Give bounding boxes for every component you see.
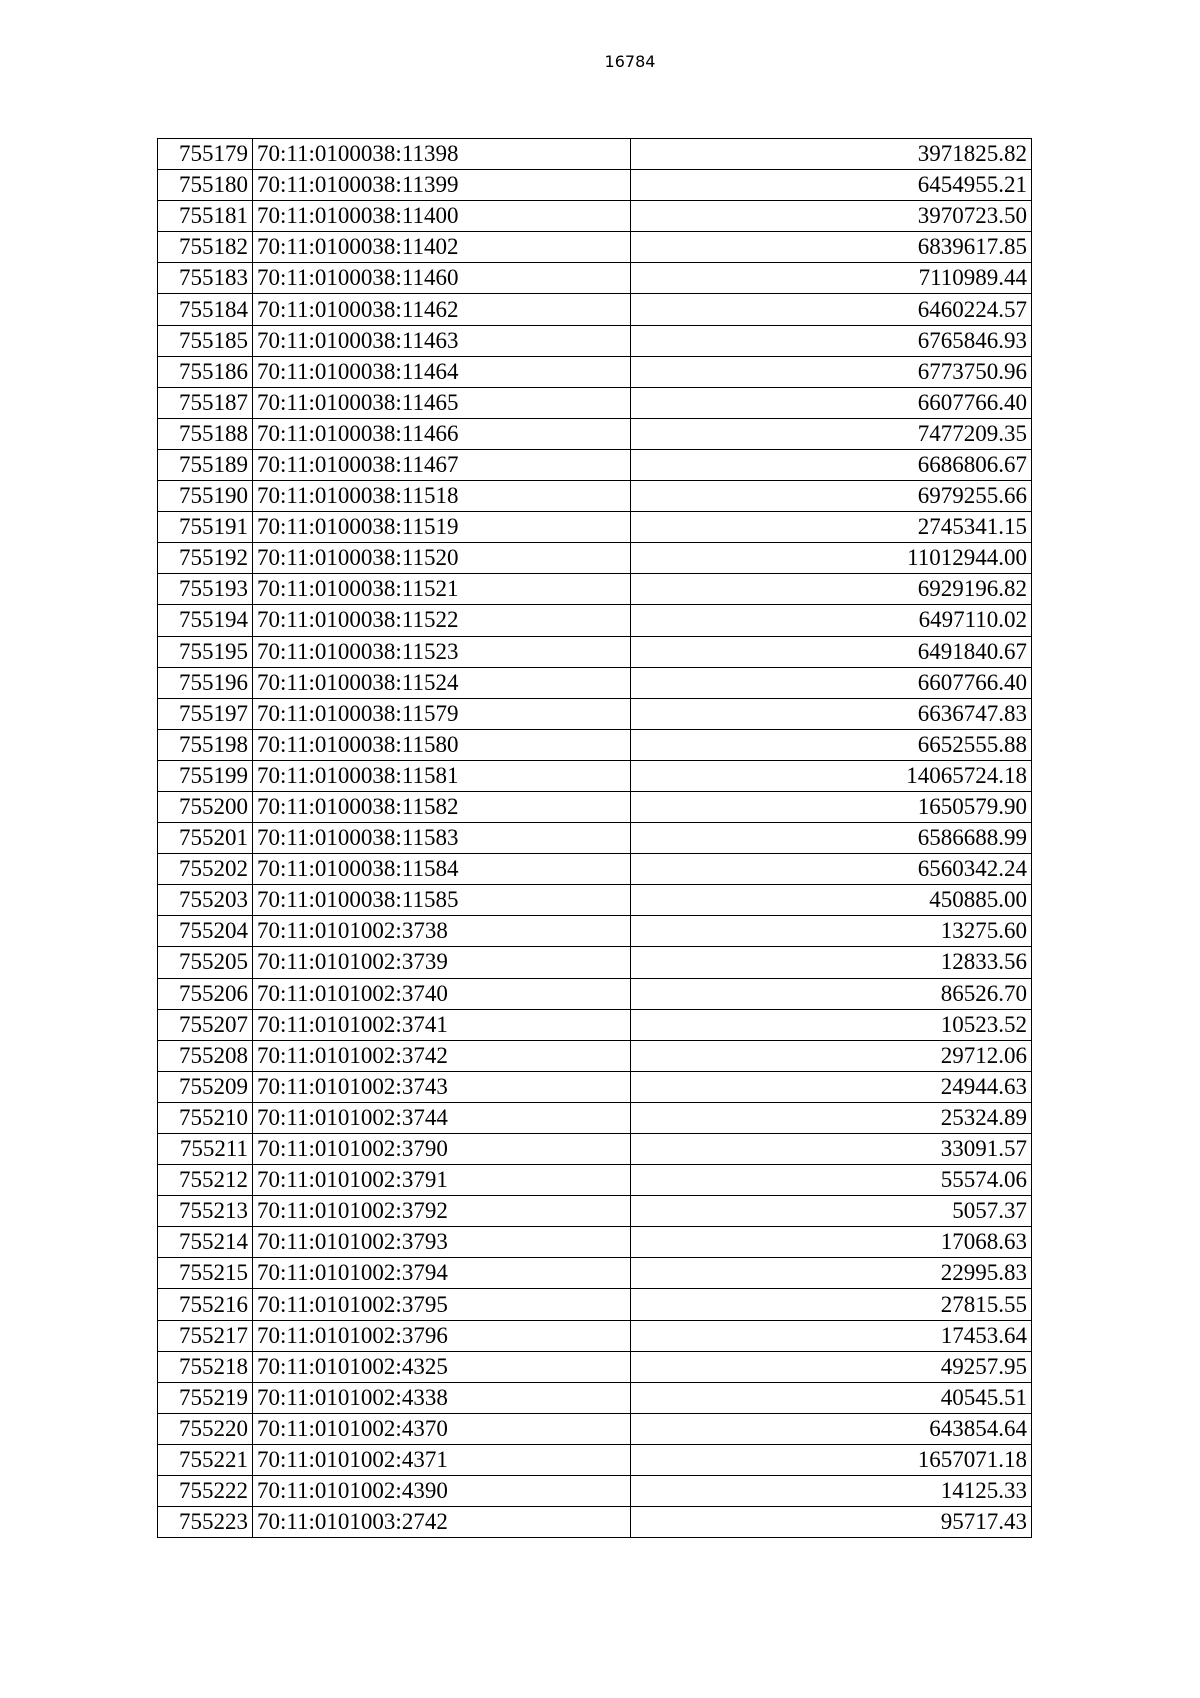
cadastral-number-cell: 70:11:0100038:11585 <box>253 885 631 916</box>
cadastral-number-cell: 70:11:0101002:3744 <box>253 1102 631 1133</box>
cadastral-number-cell: 70:11:0101003:2742 <box>253 1507 631 1538</box>
cadastral-number-cell: 70:11:0101002:3792 <box>253 1196 631 1227</box>
row-number-cell: 755210 <box>158 1102 253 1133</box>
value-cell: 6586688.99 <box>631 823 1032 854</box>
value-cell: 6560342.24 <box>631 854 1032 885</box>
table-row <box>158 1196 1032 1227</box>
row-number-cell: 755182 <box>158 232 253 263</box>
row-number-cell: 755196 <box>158 667 253 698</box>
row-number-cell: 755191 <box>158 512 253 543</box>
table-row <box>158 791 1032 822</box>
cadastral-number-cell: 70:11:0100038:11579 <box>253 698 631 729</box>
cadastral-number-cell: 70:11:0101002:3793 <box>253 1227 631 1258</box>
value-cell: 55574.06 <box>631 1165 1032 1196</box>
cadastral-number-cell: 70:11:0101002:3794 <box>253 1258 631 1289</box>
value-cell: 14125.33 <box>631 1476 1032 1507</box>
cadastral-number-cell: 70:11:0100038:11522 <box>253 605 631 636</box>
cadastral-number-cell: 70:11:0100038:11520 <box>253 543 631 574</box>
row-number-cell: 755209 <box>158 1071 253 1102</box>
row-number-cell: 755189 <box>158 449 253 480</box>
cadastral-number-cell: 70:11:0100038:11523 <box>253 636 631 667</box>
value-cell: 6929196.82 <box>631 574 1032 605</box>
value-cell: 6636747.83 <box>631 698 1032 729</box>
row-number-cell: 755190 <box>158 481 253 512</box>
table-row <box>158 1165 1032 1196</box>
row-number-cell: 755197 <box>158 698 253 729</box>
value-cell: 27815.55 <box>631 1289 1032 1320</box>
cadastral-number-cell: 70:11:0101002:4370 <box>253 1413 631 1444</box>
value-cell: 25324.89 <box>631 1102 1032 1133</box>
cadastral-number-cell: 70:11:0101002:4390 <box>253 1476 631 1507</box>
row-number-cell: 755212 <box>158 1165 253 1196</box>
row-number-cell: 755199 <box>158 760 253 791</box>
row-number-cell: 755208 <box>158 1040 253 1071</box>
value-cell: 40545.51 <box>631 1382 1032 1413</box>
row-number-cell: 755215 <box>158 1258 253 1289</box>
cadastral-number-cell: 70:11:0100038:11466 <box>253 418 631 449</box>
value-cell: 6686806.67 <box>631 449 1032 480</box>
cadastral-number-cell: 70:11:0100038:11582 <box>253 791 631 822</box>
table-row <box>158 356 1032 387</box>
value-cell: 11012944.00 <box>631 543 1032 574</box>
row-number-cell: 755180 <box>158 170 253 201</box>
table-row <box>158 574 1032 605</box>
table-row <box>158 1227 1032 1258</box>
row-number-cell: 755214 <box>158 1227 253 1258</box>
row-number-cell: 755187 <box>158 387 253 418</box>
table-row <box>158 387 1032 418</box>
cadastral-number-cell: 70:11:0101002:4325 <box>253 1351 631 1382</box>
value-cell: 33091.57 <box>631 1134 1032 1165</box>
row-number-cell: 755198 <box>158 729 253 760</box>
value-cell: 6607766.40 <box>631 387 1032 418</box>
table-row <box>158 543 1032 574</box>
row-number-cell: 755179 <box>158 139 253 170</box>
table-row <box>158 201 1032 232</box>
row-number-cell: 755193 <box>158 574 253 605</box>
cadastral-number-cell: 70:11:0100038:11402 <box>253 232 631 263</box>
table-row <box>158 325 1032 356</box>
row-number-cell: 755203 <box>158 885 253 916</box>
value-cell: 6497110.02 <box>631 605 1032 636</box>
table-row <box>158 170 1032 201</box>
cadastral-number-cell: 70:11:0100038:11467 <box>253 449 631 480</box>
row-number-cell: 755205 <box>158 947 253 978</box>
value-cell: 6460224.57 <box>631 294 1032 325</box>
row-number-cell: 755216 <box>158 1289 253 1320</box>
value-cell: 49257.95 <box>631 1351 1032 1382</box>
value-cell: 29712.06 <box>631 1040 1032 1071</box>
value-cell: 6607766.40 <box>631 667 1032 698</box>
value-cell: 10523.52 <box>631 1009 1032 1040</box>
cadastral-number-cell: 70:11:0100038:11524 <box>253 667 631 698</box>
row-number-cell: 755181 <box>158 201 253 232</box>
table-row <box>158 1382 1032 1413</box>
cadastral-number-cell: 70:11:0101002:3741 <box>253 1009 631 1040</box>
table-row <box>158 605 1032 636</box>
cadastral-number-cell: 70:11:0100038:11398 <box>253 139 631 170</box>
page-number: 16784 <box>604 52 656 71</box>
cadastral-number-cell: 70:11:0100038:11521 <box>253 574 631 605</box>
cadastral-number-cell: 70:11:0100038:11399 <box>253 170 631 201</box>
row-number-cell: 755207 <box>158 1009 253 1040</box>
table-row <box>158 1507 1032 1538</box>
value-cell: 95717.43 <box>631 1507 1032 1538</box>
table-row <box>158 760 1032 791</box>
table-row <box>158 1444 1032 1475</box>
cadastral-number-cell: 70:11:0100038:11518 <box>253 481 631 512</box>
row-number-cell: 755195 <box>158 636 253 667</box>
table-row <box>158 449 1032 480</box>
row-number-cell: 755220 <box>158 1413 253 1444</box>
cadastral-number-cell: 70:11:0101002:3739 <box>253 947 631 978</box>
cadastral-number-cell: 70:11:0101002:3742 <box>253 1040 631 1071</box>
row-number-cell: 755184 <box>158 294 253 325</box>
table-row <box>158 885 1032 916</box>
value-cell: 86526.70 <box>631 978 1032 1009</box>
value-cell: 22995.83 <box>631 1258 1032 1289</box>
value-cell: 1650579.90 <box>631 791 1032 822</box>
table-row <box>158 636 1032 667</box>
table-row <box>158 823 1032 854</box>
value-cell: 2745341.15 <box>631 512 1032 543</box>
table-row <box>158 978 1032 1009</box>
value-cell: 6491840.67 <box>631 636 1032 667</box>
cadastral-number-cell: 70:11:0101002:3791 <box>253 1165 631 1196</box>
table-row <box>158 1134 1032 1165</box>
value-cell: 3970723.50 <box>631 201 1032 232</box>
row-number-cell: 755204 <box>158 916 253 947</box>
table-row <box>158 512 1032 543</box>
cadastral-number-cell: 70:11:0100038:11581 <box>253 760 631 791</box>
cadastral-number-cell: 70:11:0100038:11580 <box>253 729 631 760</box>
table-row <box>158 667 1032 698</box>
table-row <box>158 481 1032 512</box>
table-row <box>158 1320 1032 1351</box>
row-number-cell: 755222 <box>158 1476 253 1507</box>
row-number-cell: 755202 <box>158 854 253 885</box>
row-number-cell: 755186 <box>158 356 253 387</box>
cadastral-number-cell: 70:11:0100038:11464 <box>253 356 631 387</box>
cadastral-number-cell: 70:11:0100038:11465 <box>253 387 631 418</box>
table-row <box>158 1040 1032 1071</box>
value-cell: 6454955.21 <box>631 170 1032 201</box>
value-cell: 3971825.82 <box>631 139 1032 170</box>
registry-table-body <box>158 139 1032 1538</box>
row-number-cell: 755192 <box>158 543 253 574</box>
row-number-cell: 755200 <box>158 791 253 822</box>
table-row <box>158 698 1032 729</box>
value-cell: 14065724.18 <box>631 760 1032 791</box>
table-row <box>158 294 1032 325</box>
row-number-cell: 755217 <box>158 1320 253 1351</box>
row-number-cell: 755213 <box>158 1196 253 1227</box>
table-row <box>158 263 1032 294</box>
table-row <box>158 1071 1032 1102</box>
cadastral-number-cell: 70:11:0100038:11462 <box>253 294 631 325</box>
cadastral-number-cell: 70:11:0100038:11463 <box>253 325 631 356</box>
value-cell: 6652555.88 <box>631 729 1032 760</box>
row-number-cell: 755206 <box>158 978 253 1009</box>
table-row <box>158 1413 1032 1444</box>
value-cell: 6839617.85 <box>631 232 1032 263</box>
value-cell: 17453.64 <box>631 1320 1032 1351</box>
cadastral-number-cell: 70:11:0100038:11584 <box>253 854 631 885</box>
row-number-cell: 755201 <box>158 823 253 854</box>
value-cell: 6979255.66 <box>631 481 1032 512</box>
table-row <box>158 947 1032 978</box>
cadastral-number-cell: 70:11:0101002:4338 <box>253 1382 631 1413</box>
row-number-cell: 755183 <box>158 263 253 294</box>
row-number-cell: 755194 <box>158 605 253 636</box>
table-row <box>158 1476 1032 1507</box>
value-cell: 5057.37 <box>631 1196 1032 1227</box>
table-row <box>158 916 1032 947</box>
table-row <box>158 232 1032 263</box>
value-cell: 17068.63 <box>631 1227 1032 1258</box>
row-number-cell: 755211 <box>158 1134 253 1165</box>
value-cell: 643854.64 <box>631 1413 1032 1444</box>
table-row <box>158 1102 1032 1133</box>
cadastral-number-cell: 70:11:0101002:3796 <box>253 1320 631 1351</box>
value-cell: 1657071.18 <box>631 1444 1032 1475</box>
value-cell: 13275.60 <box>631 916 1032 947</box>
value-cell: 7110989.44 <box>631 263 1032 294</box>
table-row <box>158 1258 1032 1289</box>
value-cell: 24944.63 <box>631 1071 1032 1102</box>
cadastral-number-cell: 70:11:0101002:3738 <box>253 916 631 947</box>
cadastral-number-cell: 70:11:0100038:11583 <box>253 823 631 854</box>
row-number-cell: 755185 <box>158 325 253 356</box>
cadastral-number-cell: 70:11:0100038:11400 <box>253 201 631 232</box>
table-row <box>158 729 1032 760</box>
cadastral-number-cell: 70:11:0101002:3795 <box>253 1289 631 1320</box>
cadastral-number-cell: 70:11:0101002:3740 <box>253 978 631 1009</box>
cadastral-number-cell: 70:11:0100038:11460 <box>253 263 631 294</box>
cadastral-number-cell: 70:11:0101002:3743 <box>253 1071 631 1102</box>
row-number-cell: 755223 <box>158 1507 253 1538</box>
value-cell: 450885.00 <box>631 885 1032 916</box>
row-number-cell: 755219 <box>158 1382 253 1413</box>
cadastral-number-cell: 70:11:0101002:4371 <box>253 1444 631 1475</box>
value-cell: 6765846.93 <box>631 325 1032 356</box>
table-row <box>158 1351 1032 1382</box>
row-number-cell: 755188 <box>158 418 253 449</box>
table-row <box>158 418 1032 449</box>
value-cell: 6773750.96 <box>631 356 1032 387</box>
table-row <box>158 1289 1032 1320</box>
row-number-cell: 755218 <box>158 1351 253 1382</box>
cadastral-number-cell: 70:11:0101002:3790 <box>253 1134 631 1165</box>
registry-table <box>157 138 1032 1538</box>
row-number-cell: 755221 <box>158 1444 253 1475</box>
value-cell: 7477209.35 <box>631 418 1032 449</box>
table-row <box>158 139 1032 170</box>
value-cell: 12833.56 <box>631 947 1032 978</box>
cadastral-number-cell: 70:11:0100038:11519 <box>253 512 631 543</box>
table-row <box>158 854 1032 885</box>
table-row <box>158 1009 1032 1040</box>
